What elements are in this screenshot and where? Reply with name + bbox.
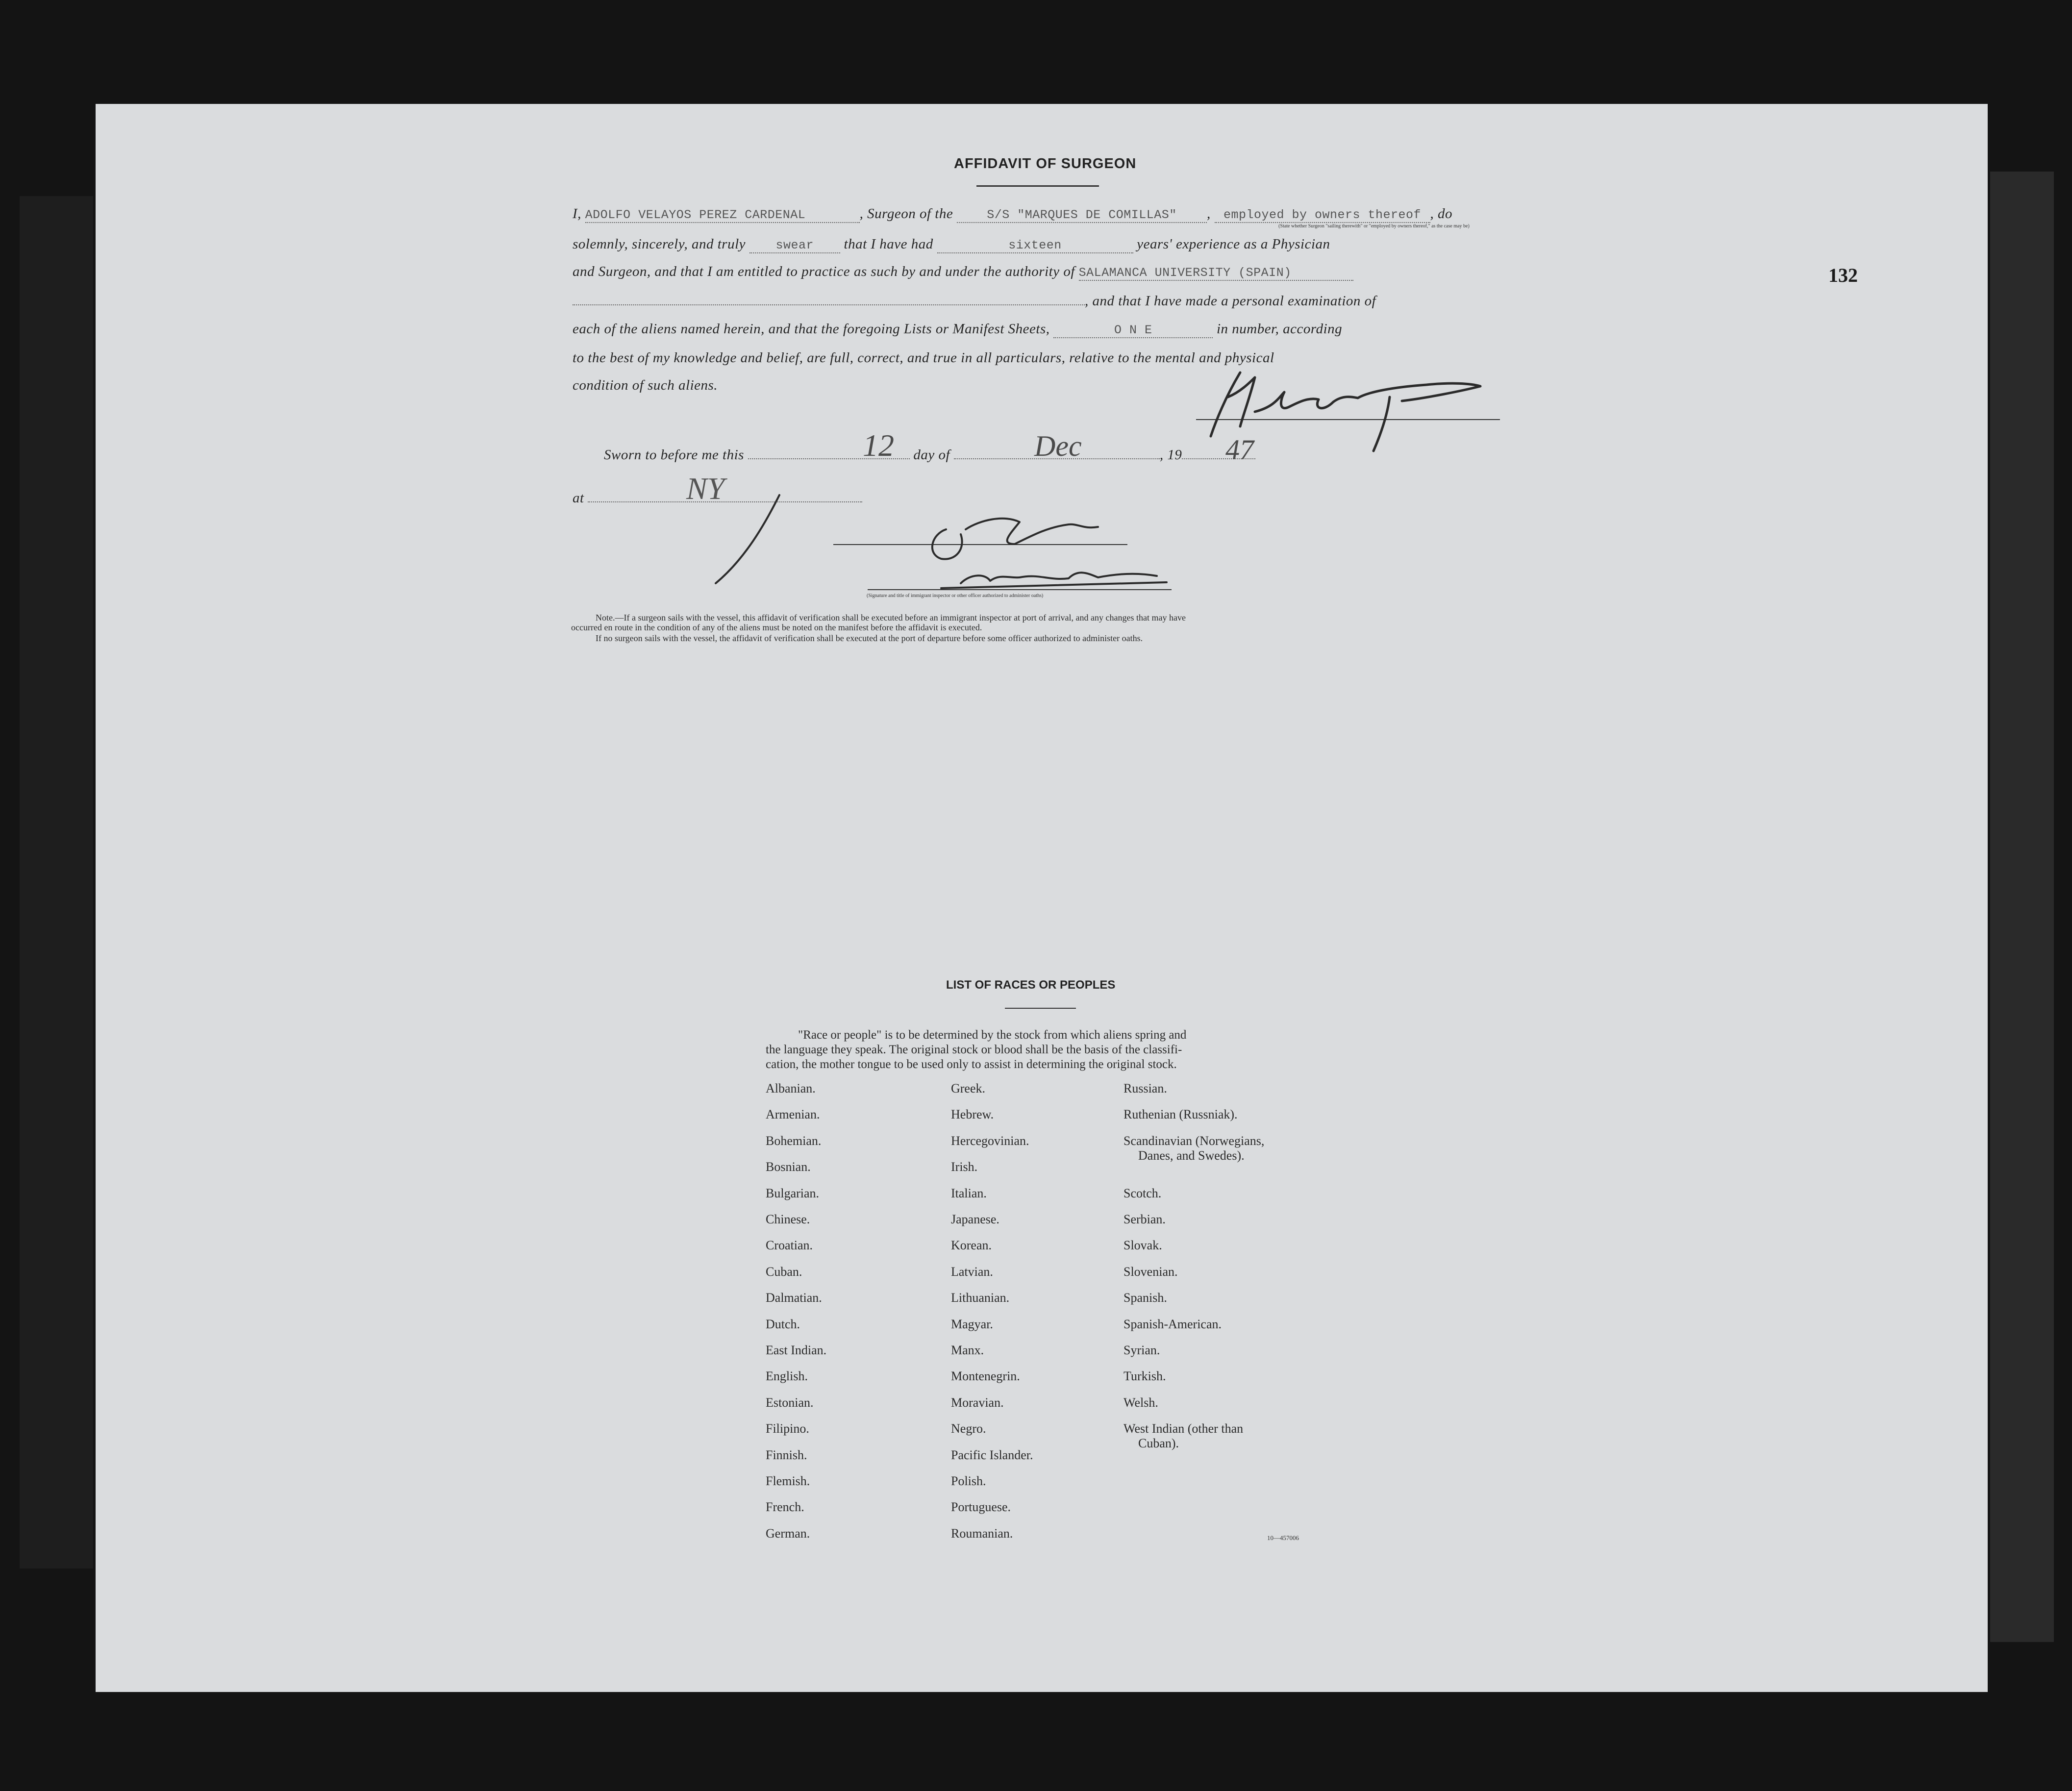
oath-field: swear <box>749 238 840 253</box>
race-item: Latvian. <box>951 1264 993 1279</box>
race-item: Hebrew. <box>951 1107 994 1122</box>
sworn-line <box>604 447 1255 463</box>
text: and Surgeon, and that I am entitled to practice as such by and under the authority of <box>573 264 1075 279</box>
race-item: Danes, and Swedes). <box>1138 1148 1245 1163</box>
races-intro-line-2: the language they speak. The original stock or blood shall be the basis of the classifi- <box>766 1043 1182 1056</box>
race-item: Chinese. <box>766 1212 810 1226</box>
race-item: Albanian. <box>766 1081 816 1095</box>
race-item: Bulgarian. <box>766 1186 820 1200</box>
text: day of <box>913 447 950 463</box>
right-scanner-strip <box>1990 172 2054 1642</box>
race-item: Portuguese. <box>951 1500 1011 1515</box>
race-item: Lithuanian. <box>951 1291 1010 1305</box>
race-item: French. <box>766 1500 804 1515</box>
employment-hint: (State whether Surgeon "sailing therewith" or "employed by owners thereof," as the case may be) <box>1278 224 1470 229</box>
race-item: Korean. <box>951 1238 992 1253</box>
race-item: Finnish. <box>766 1447 807 1462</box>
affidavit-line-7: condition of such aliens. <box>573 377 718 393</box>
text: , 19 <box>1159 447 1182 463</box>
vessel-field: S/S "MARQUES DE COMILLAS" <box>957 208 1207 223</box>
text: , and that I have made a personal examination of <box>1085 293 1376 309</box>
race-item: Turkish. <box>1123 1369 1166 1384</box>
race-item: Slovenian. <box>1123 1264 1178 1279</box>
text: in number, according <box>1216 321 1343 337</box>
form-code: 10—457006 <box>1267 1534 1299 1542</box>
race-item: Negro. <box>951 1421 986 1436</box>
race-item: Pacific Islander. <box>951 1447 1033 1462</box>
inspector-caption: (Signature and title of immigrant inspector or other officer authorized to administer oaths) <box>867 593 1044 598</box>
race-item: West Indian (other than <box>1123 1421 1244 1436</box>
inspector-signature <box>922 500 1196 593</box>
text: at <box>573 490 584 506</box>
sworn-month-handwritten: Dec <box>1034 430 1082 462</box>
race-item: Roumanian. <box>951 1526 1013 1541</box>
text: I, <box>573 206 581 222</box>
document-sheet <box>96 104 1988 1692</box>
text: that I have had <box>844 236 933 252</box>
race-item: Armenian. <box>766 1107 820 1122</box>
race-item: Syrian. <box>1123 1343 1160 1357</box>
text: solemnly, sincerely, and truly <box>573 236 746 252</box>
race-item: Bosnian. <box>766 1160 811 1174</box>
place-handwritten: NY <box>686 471 725 506</box>
years-field: sixteen <box>937 238 1133 253</box>
race-item: Croatian. <box>766 1238 813 1253</box>
races-intro-line-3: cation, the mother tongue to be used only to assist in determining the original stock. <box>766 1058 1177 1071</box>
affidavit-line-1 <box>573 206 1452 223</box>
race-item: Spanish. <box>1123 1291 1167 1305</box>
affidavit-line-6: to the best of my knowledge and belief, are full, correct, and true in all particulars, relative to the mental and physical <box>573 350 1274 366</box>
race-item: Slovak. <box>1123 1238 1162 1253</box>
race-item: Magyar. <box>951 1317 993 1331</box>
sworn-year-handwritten: 47 <box>1225 434 1254 466</box>
race-item: Dutch. <box>766 1317 800 1331</box>
affidavit-line-4 <box>573 293 1376 309</box>
race-item: Manx. <box>951 1343 984 1357</box>
race-item: Cuban. <box>766 1264 802 1279</box>
race-item: English. <box>766 1369 808 1384</box>
race-item: Serbian. <box>1123 1212 1166 1226</box>
note-line-2: occurred en route in the condition of any of the aliens must be noted on the manifest before the affidavit is executed. <box>571 622 982 632</box>
race-item: Ruthenian (Russniak). <box>1123 1107 1238 1122</box>
race-item: Welsh. <box>1123 1395 1158 1410</box>
text: , do <box>1430 206 1452 222</box>
race-item: East Indian. <box>766 1343 827 1357</box>
affidavit-line-2 <box>573 236 1330 253</box>
races-intro-line-1: "Race or people" is to be determined by the stock from which aliens spring and <box>798 1028 1187 1042</box>
race-item: Spanish-American. <box>1123 1317 1222 1331</box>
races-title: LIST OF RACES OR PEOPLES <box>946 978 1116 992</box>
race-item: Dalmatian. <box>766 1291 822 1305</box>
race-item: Bohemian. <box>766 1133 822 1148</box>
race-item: Scandinavian (Norwegians, <box>1123 1133 1265 1148</box>
blank-line <box>573 304 1085 305</box>
employment-field: employed by owners thereof <box>1215 208 1430 223</box>
surgeon-name-field: ADOLFO VELAYOS PEREZ CARDENAL <box>585 208 860 223</box>
race-item: Irish. <box>951 1160 978 1174</box>
page-number: 132 <box>1828 264 1858 286</box>
race-item: Scotch. <box>1123 1186 1162 1200</box>
race-item: Flemish. <box>766 1474 810 1488</box>
affidavit-title: AFFIDAVIT OF SURGEON <box>954 156 1137 172</box>
comma: , <box>1207 206 1211 222</box>
left-scanner-strip <box>20 196 93 1568</box>
text: years' experience as a Physician <box>1137 236 1330 252</box>
races-title-rule <box>1005 1008 1076 1009</box>
race-item: Estonian. <box>766 1395 814 1410</box>
race-item: Montenegrin. <box>951 1369 1020 1384</box>
race-item: Japanese. <box>951 1212 999 1226</box>
race-item: Cuban). <box>1138 1436 1179 1451</box>
affidavit-line-5 <box>573 321 1342 338</box>
authority-field: SALAMANCA UNIVERSITY (SPAIN) <box>1079 266 1353 281</box>
race-item: Italian. <box>951 1186 987 1200</box>
race-item: Moravian. <box>951 1395 1004 1410</box>
text: , Surgeon of the <box>859 206 953 222</box>
place-stroke <box>706 485 804 593</box>
race-item: Russian. <box>1123 1081 1167 1095</box>
race-item: German. <box>766 1526 810 1541</box>
race-item: Filipino. <box>766 1421 809 1436</box>
title-rule <box>976 185 1099 187</box>
sheets-field: O N E <box>1053 323 1213 338</box>
race-item: Polish. <box>951 1474 986 1488</box>
text: Sworn to before me this <box>604 447 744 463</box>
sworn-day-handwritten: 12 <box>863 428 894 463</box>
affidavit-line-3 <box>573 264 1353 281</box>
race-item: Hercegovinian. <box>951 1133 1029 1148</box>
race-item: Greek. <box>951 1081 986 1095</box>
text: each of the aliens named herein, and that the foregoing Lists or Manifest Sheets, <box>573 321 1050 337</box>
note-line-1: Note.—If a surgeon sails with the vessel, this affidavit of verification shall be executed before an immigrant inspector at port of arrival, and any changes that may have <box>596 613 1186 622</box>
note-line-3: If no surgeon sails with the vessel, the affidavit of verification shall be executed at the port of departure before some officer authorized to administer oaths. <box>596 633 1143 643</box>
